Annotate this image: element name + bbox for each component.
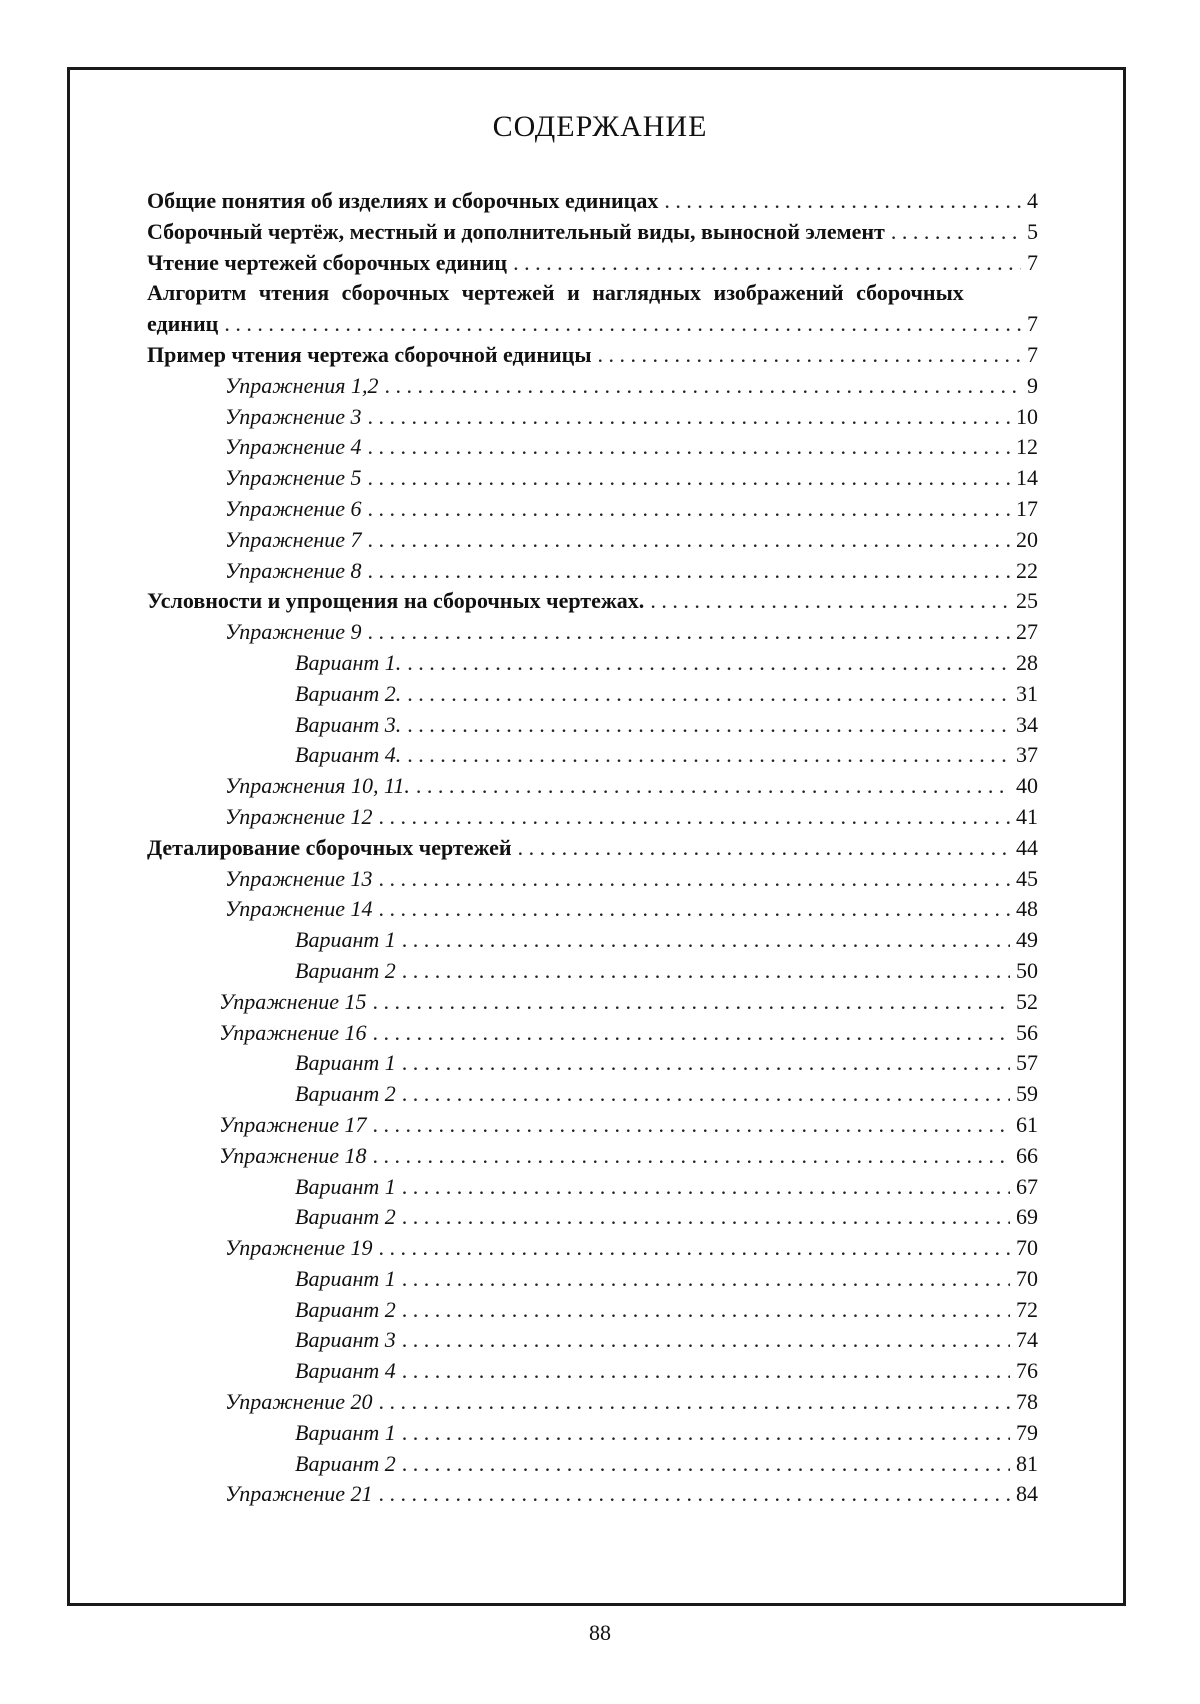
toc-entry[interactable] xyxy=(147,710,1038,741)
toc-entry-label: Упражнение 19 xyxy=(225,1235,373,1261)
dot-leader xyxy=(416,771,1010,802)
toc-entry-label: Вариант 2. xyxy=(295,680,402,706)
toc-entry-page: 7 xyxy=(1027,249,1038,275)
toc-entry-label: Упражнение 13 xyxy=(225,865,373,891)
toc-entry-page: 57 xyxy=(1016,1050,1038,1076)
toc-entry[interactable] xyxy=(147,1479,1038,1510)
dot-leader xyxy=(368,494,1010,525)
toc-entry[interactable] xyxy=(147,802,1038,833)
toc-entry-label: Вариант 2 xyxy=(295,957,396,983)
toc-entry-page: 20 xyxy=(1016,526,1038,552)
toc-entry-label: Пример чтения чертежа сборочной единицы xyxy=(147,341,592,367)
toc-entry-page: 78 xyxy=(1016,1389,1038,1415)
toc-entry[interactable] xyxy=(147,248,1038,279)
toc-entry[interactable] xyxy=(147,402,1038,433)
toc-entry-page: 74 xyxy=(1016,1327,1038,1353)
toc-entry-label: Вариант 4. xyxy=(295,742,402,768)
dot-leader xyxy=(664,186,1021,217)
toc-entry-page: 41 xyxy=(1016,803,1038,829)
toc-entry[interactable] xyxy=(147,1141,1038,1172)
toc-entry-page: 4 xyxy=(1027,188,1038,213)
toc-entry[interactable] xyxy=(147,463,1038,494)
toc-entry-label: Упражнение 21 xyxy=(225,1481,373,1507)
toc-entry[interactable] xyxy=(147,925,1038,956)
toc-entry-page: 61 xyxy=(1016,1111,1038,1137)
dot-leader xyxy=(379,1387,1010,1418)
toc-entry-page: 44 xyxy=(1016,834,1038,860)
toc-entry[interactable] xyxy=(147,864,1038,895)
dot-leader xyxy=(384,371,1021,402)
toc-entry-page: 79 xyxy=(1016,1419,1038,1445)
toc-entry-page: 67 xyxy=(1016,1173,1038,1199)
toc-entry[interactable] xyxy=(147,1418,1038,1449)
dot-leader xyxy=(402,1449,1010,1480)
dot-leader xyxy=(402,1202,1010,1233)
dot-leader xyxy=(402,1325,1010,1356)
toc-entry-label: Вариант 1 xyxy=(295,1265,396,1291)
toc-entry-label: Упражнения 10, 11. xyxy=(225,773,410,799)
toc-entry[interactable] xyxy=(147,1264,1038,1295)
toc-entry[interactable] xyxy=(147,1356,1038,1387)
toc-entry[interactable] xyxy=(147,1048,1038,1079)
toc-entry-page: 52 xyxy=(1016,988,1038,1014)
table-of-contents xyxy=(147,186,1038,1510)
toc-entry-page: 70 xyxy=(1016,1235,1038,1261)
toc-entry[interactable] xyxy=(147,525,1038,556)
toc-entry-label: Упражнение 4 xyxy=(225,434,362,460)
dot-leader xyxy=(891,217,1021,248)
page-number: 88 xyxy=(589,1620,611,1645)
toc-entry-label: Вариант 3. xyxy=(295,711,402,737)
toc-entry-page: 56 xyxy=(1016,1019,1038,1045)
toc-entry[interactable] xyxy=(147,1018,1038,1049)
toc-entry[interactable] xyxy=(147,771,1038,802)
toc-entry-label: Алгоритм чтения сборочных чертежей и наглядных изображений сборочных xyxy=(147,280,964,306)
dot-leader xyxy=(368,432,1010,463)
dot-leader xyxy=(402,1079,1010,1110)
toc-entry-page: 22 xyxy=(1016,557,1038,583)
toc-entry-label: единиц xyxy=(147,311,219,337)
toc-entry-page: 48 xyxy=(1016,896,1038,922)
toc-entry-label: Условности и упрощения на сборочных чертежах. xyxy=(147,588,645,614)
toc-entry-page: 37 xyxy=(1016,742,1038,768)
toc-entry-page: 28 xyxy=(1016,649,1038,675)
toc-entry-page: 84 xyxy=(1016,1481,1038,1507)
toc-entry-page: 14 xyxy=(1016,465,1038,491)
toc-entry-page: 31 xyxy=(1016,680,1038,706)
toc-entry-page: 49 xyxy=(1016,927,1038,953)
toc-entry-page: 70 xyxy=(1016,1265,1038,1291)
toc-entry[interactable] xyxy=(147,648,1038,679)
toc-entry-label: Упражнение 14 xyxy=(225,896,373,922)
toc-entry-page: 81 xyxy=(1016,1450,1038,1476)
toc-entry-label: Вариант 2 xyxy=(295,1296,396,1322)
toc-entry-label: Чтение чертежей сборочных единиц xyxy=(147,249,508,275)
dot-leader xyxy=(402,1356,1010,1387)
toc-entry-label: Вариант 2 xyxy=(295,1450,396,1476)
toc-entry-page: 59 xyxy=(1016,1081,1038,1107)
dot-leader xyxy=(379,894,1010,925)
dot-leader xyxy=(379,1479,1010,1510)
toc-entry[interactable] xyxy=(147,556,1038,587)
dot-leader xyxy=(402,925,1010,956)
dot-leader xyxy=(402,1418,1010,1449)
toc-entry-page: 12 xyxy=(1016,434,1038,460)
dot-leader xyxy=(368,617,1010,648)
dot-leader xyxy=(373,1141,1010,1172)
toc-entry-label: Упражнение 3 xyxy=(225,403,362,429)
toc-entry[interactable] xyxy=(147,1079,1038,1110)
toc-entry[interactable] xyxy=(147,1233,1038,1264)
toc-entry-label: Общие понятия об изделиях и сборочных единицах xyxy=(147,188,659,213)
toc-entry-label: Упражнения 1,2 xyxy=(225,372,379,398)
toc-entry[interactable] xyxy=(147,1387,1038,1418)
dot-leader xyxy=(373,987,1010,1018)
toc-entry-label: Вариант 1 xyxy=(295,927,396,953)
toc-entry[interactable] xyxy=(147,586,1038,617)
toc-entry-label: Упражнение 15 xyxy=(219,988,367,1014)
toc-entry-label: Вариант 2 xyxy=(295,1204,396,1230)
toc-entry-label: Вариант 1 xyxy=(295,1173,396,1199)
dot-leader xyxy=(598,340,1021,371)
toc-entry-page: 69 xyxy=(1016,1204,1038,1230)
toc-entry-page: 9 xyxy=(1027,372,1038,398)
dot-leader xyxy=(379,864,1010,895)
dot-leader xyxy=(402,1295,1010,1326)
toc-entry-second-line[interactable] xyxy=(147,309,1038,340)
toc-entry-page: 7 xyxy=(1027,341,1038,367)
toc-entry[interactable] xyxy=(147,1295,1038,1326)
toc-entry-page: 34 xyxy=(1016,711,1038,737)
toc-entry-page: 72 xyxy=(1016,1296,1038,1322)
toc-heading: СОДЕРЖАНИЕ xyxy=(492,110,708,143)
dot-leader xyxy=(368,525,1010,556)
toc-entry-page: 45 xyxy=(1016,865,1038,891)
toc-entry[interactable] xyxy=(147,186,1038,217)
toc-entry-label: Упражнение 7 xyxy=(225,526,362,552)
toc-entry-label: Упражнение 17 xyxy=(219,1111,367,1137)
toc-entry[interactable] xyxy=(147,740,1038,771)
dot-leader xyxy=(379,802,1010,833)
toc-entry-label: Упражнение 5 xyxy=(225,465,362,491)
toc-entry[interactable] xyxy=(147,894,1038,925)
dot-leader xyxy=(373,1018,1010,1049)
toc-entry[interactable] xyxy=(147,217,1038,248)
dot-leader xyxy=(224,309,1021,340)
toc-entry[interactable] xyxy=(147,1110,1038,1141)
toc-entry-first-line[interactable] xyxy=(147,278,1038,309)
dot-leader xyxy=(368,463,1010,494)
toc-entry-label: Вариант 4 xyxy=(295,1358,396,1384)
toc-entry-label: Упражнение 8 xyxy=(225,557,362,583)
toc-entry-page: 7 xyxy=(1027,311,1038,337)
toc-entry-label: Упражнение 9 xyxy=(225,619,362,645)
dot-leader xyxy=(407,710,1010,741)
dot-leader xyxy=(513,248,1021,279)
dot-leader xyxy=(407,679,1010,710)
toc-entry[interactable] xyxy=(147,494,1038,525)
toc-entry-label: Упражнение 20 xyxy=(225,1389,373,1415)
dot-leader xyxy=(402,1172,1010,1203)
toc-entry-page: 10 xyxy=(1016,403,1038,429)
toc-entry-label: Сборочный чертёж, местный и дополнительный виды, выносной элемент xyxy=(147,218,885,244)
toc-entry-label: Вариант 1. xyxy=(295,649,402,675)
dot-leader xyxy=(368,402,1010,433)
toc-entry-page: 25 xyxy=(1016,588,1038,614)
toc-entry-label: Вариант 1 xyxy=(295,1419,396,1445)
toc-entry-page: 27 xyxy=(1016,619,1038,645)
dot-leader xyxy=(402,1264,1010,1295)
dot-leader xyxy=(518,833,1010,864)
toc-entry-page: 50 xyxy=(1016,957,1038,983)
toc-entry[interactable] xyxy=(147,617,1038,648)
dot-leader xyxy=(402,1048,1010,1079)
dot-leader xyxy=(368,556,1010,587)
toc-entry-label: Вариант 3 xyxy=(295,1327,396,1353)
toc-entry[interactable] xyxy=(147,432,1038,463)
dot-leader xyxy=(407,648,1010,679)
dot-leader xyxy=(402,956,1010,987)
toc-entry-page: 66 xyxy=(1016,1142,1038,1168)
toc-entry-label: Вариант 2 xyxy=(295,1081,396,1107)
toc-entry-label: Упражнение 18 xyxy=(219,1142,367,1168)
dot-leader xyxy=(379,1233,1010,1264)
toc-entry-page: 5 xyxy=(1027,218,1038,244)
toc-entry[interactable] xyxy=(147,679,1038,710)
toc-entry-label: Упражнение 6 xyxy=(225,495,362,521)
dot-leader xyxy=(650,586,1010,617)
toc-entry-label: Деталирование сборочных чертежей xyxy=(147,834,512,860)
toc-entry[interactable] xyxy=(147,1202,1038,1233)
toc-entry-label: Упражнение 16 xyxy=(219,1019,367,1045)
toc-entry[interactable] xyxy=(147,956,1038,987)
toc-entry[interactable] xyxy=(147,1172,1038,1203)
dot-leader xyxy=(407,740,1010,771)
toc-entry-label: Упражнение 12 xyxy=(225,803,373,829)
toc-entry[interactable] xyxy=(147,340,1038,371)
toc-entry[interactable] xyxy=(147,833,1038,864)
toc-entry-label: Вариант 1 xyxy=(295,1050,396,1076)
dot-leader xyxy=(373,1110,1010,1141)
toc-entry[interactable] xyxy=(147,1325,1038,1356)
toc-entry[interactable] xyxy=(147,371,1038,402)
toc-entry[interactable] xyxy=(147,1449,1038,1480)
toc-entry-page: 76 xyxy=(1016,1358,1038,1384)
toc-entry-page: 40 xyxy=(1016,773,1038,799)
toc-entry-page: 17 xyxy=(1016,495,1038,521)
toc-entry[interactable] xyxy=(147,987,1038,1018)
